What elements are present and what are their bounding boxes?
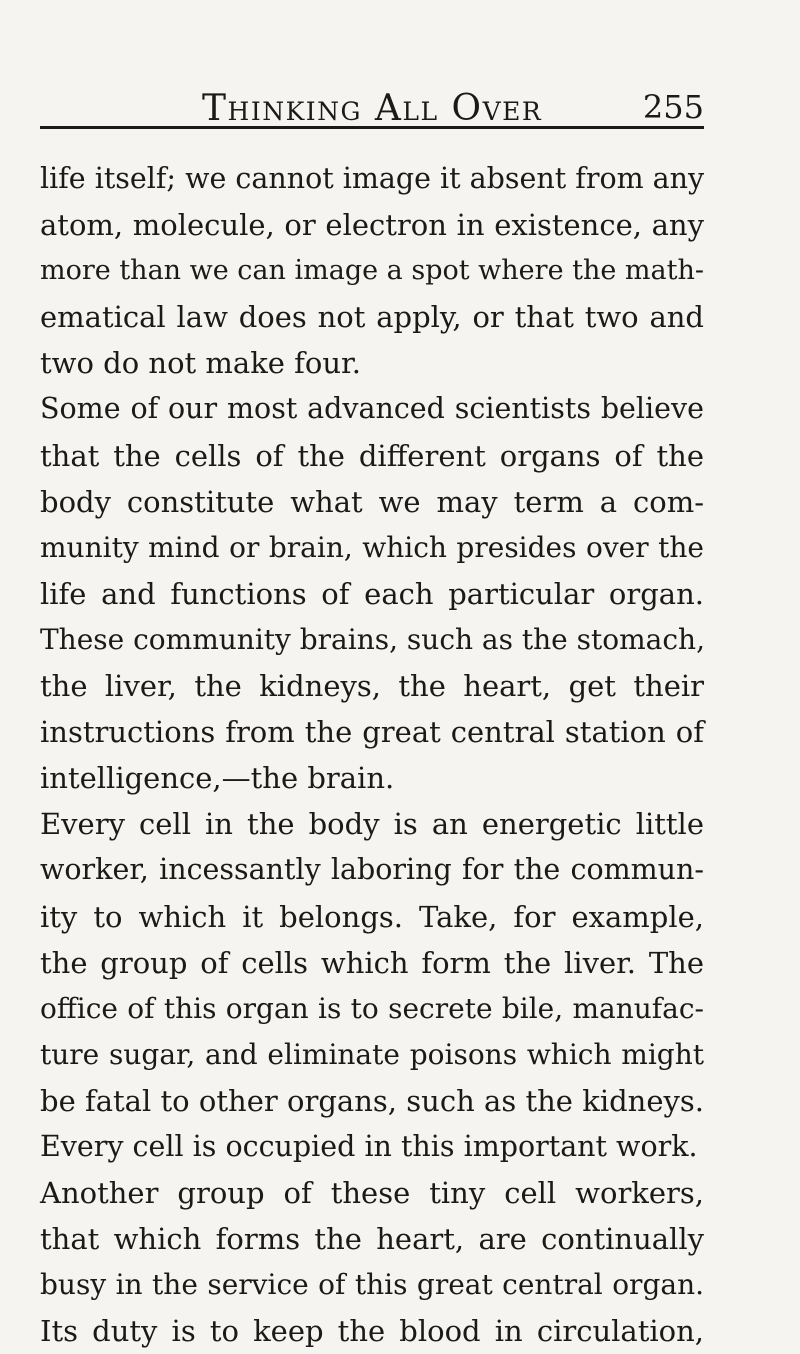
page-number: 255 xyxy=(642,88,704,126)
text-line: munity mind or brain, which presides over the xyxy=(40,530,704,564)
text-line: that the cells of the different organs of the xyxy=(40,438,704,473)
text-line: ture sugar, and eliminate poisons which might xyxy=(40,1037,704,1071)
text-line: that which forms the heart, are continually xyxy=(40,1222,704,1257)
body-text xyxy=(40,156,704,1354)
running-title: Thinking All Over xyxy=(202,88,543,129)
text-line: Every cell in the body is an energetic little xyxy=(40,807,704,842)
header-rule xyxy=(40,126,704,129)
text-line: Its duty is to keep the blood in circulation, xyxy=(40,1314,704,1349)
text-line: Another group of these tiny cell workers, xyxy=(40,1176,704,1211)
text-line: ematical law does not apply, or that two and xyxy=(40,300,704,335)
text-line: the liver, the kidneys, the heart, get their xyxy=(40,669,704,704)
text-line: office of this organ is to secrete bile, manufac- xyxy=(40,991,704,1025)
text-line: These community brains, such as the stomach, xyxy=(40,622,705,656)
text-line: life itself; we cannot image it absent from any xyxy=(40,162,705,195)
text-line: intelligence,—the brain. xyxy=(40,761,395,796)
text-line: two do not make four. xyxy=(40,346,361,381)
text-line: life and functions of each particular organ. xyxy=(40,576,704,611)
text-line: body constitute what we may term a com- xyxy=(40,484,704,519)
text-line: instructions from the great central station of xyxy=(40,715,704,750)
text-line: more than we can image a spot where the math- xyxy=(40,255,704,287)
text-line: Some of our most advanced scientists believe xyxy=(40,392,704,426)
page-header xyxy=(40,78,704,128)
text-line: worker, incessantly laboring for the commun- xyxy=(40,853,704,887)
text-line: Every cell is occupied in this important work. xyxy=(40,1129,698,1163)
text-line: the group of cells which form the liver. The xyxy=(40,945,704,980)
text-line: busy in the service of this great central organ. xyxy=(40,1268,704,1302)
text-line: be fatal to other organs, such as the kidneys. xyxy=(40,1083,704,1118)
text-line: ity to which it belongs. Take, for example, xyxy=(40,899,704,934)
text-line: atom, molecule, or electron in existence, any xyxy=(40,208,704,243)
